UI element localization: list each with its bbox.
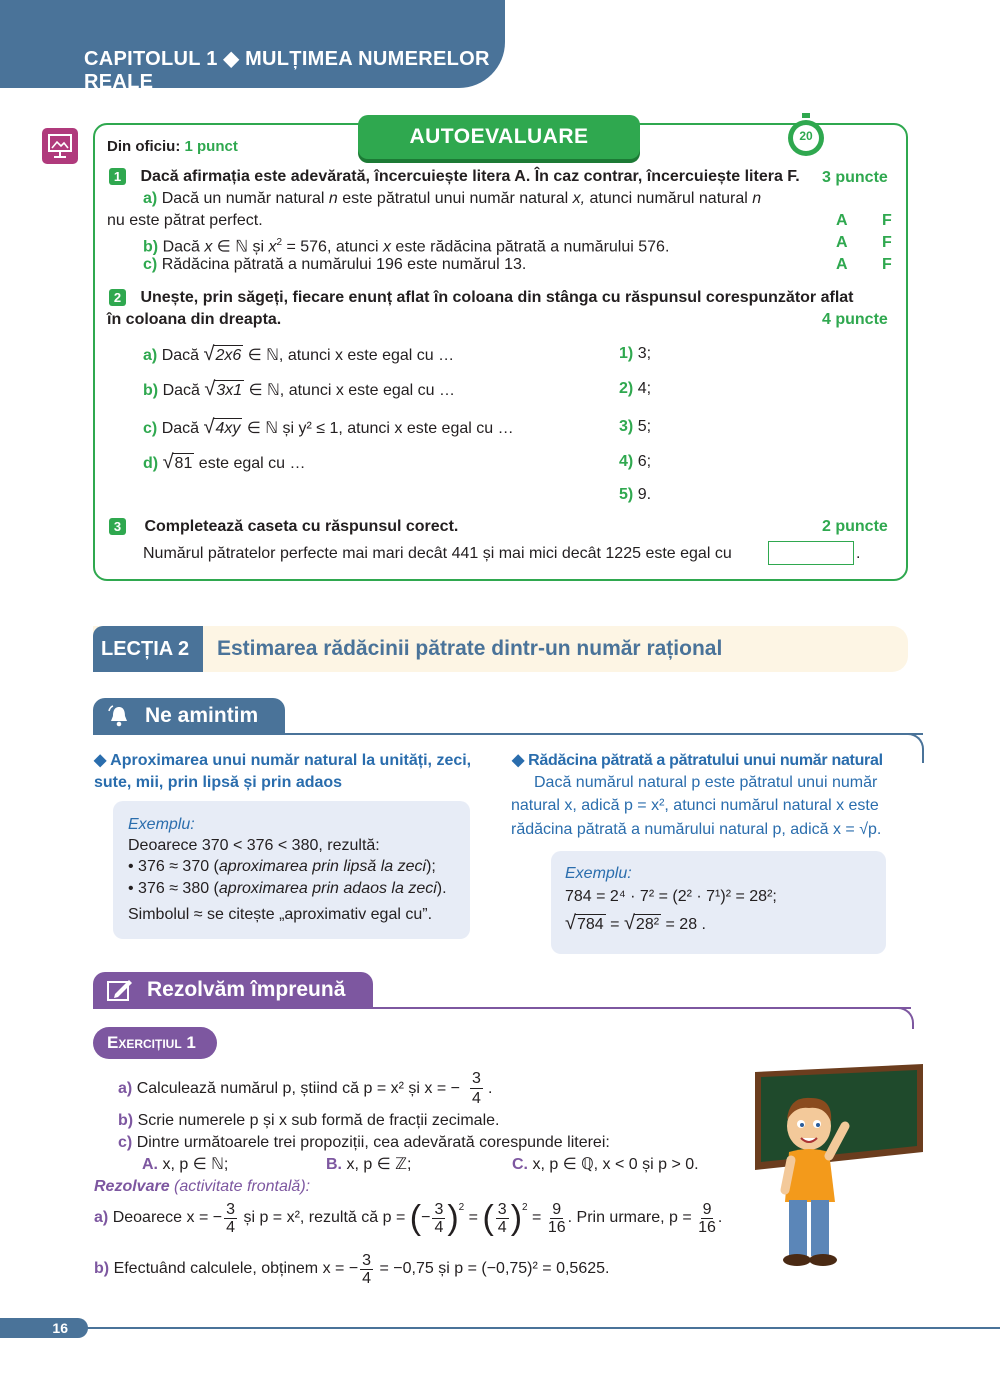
answer-label: 2): [619, 380, 634, 397]
q3-end: .: [856, 545, 861, 562]
ex-b-text: Scrie numerele p și x sub formă de fracții zecimale.: [137, 1112, 500, 1129]
ex-b-label: b): [118, 1112, 134, 1129]
q2-a-label: a): [143, 347, 158, 364]
q2-item-a[interactable]: a) Dacă √2x6 ∈ ℕ, atunci x este egal cu …: [143, 343, 455, 365]
q1-a-x: x,: [572, 190, 586, 207]
recall-left-heading-2: sute, mii, prin lipsă și prin adaos: [94, 774, 343, 791]
ex-c-text: Dintre următoarele trei propoziții, cea adevărată corespunde literei:: [136, 1134, 610, 1151]
ex-c-label: c): [118, 1134, 133, 1151]
q1-a-line2: nu este pătrat perfect.: [107, 212, 263, 229]
ex-c: [118, 1133, 610, 1153]
official-point: [107, 137, 238, 157]
q1-a-label: a): [143, 190, 158, 207]
exp: 2: [522, 1202, 528, 1213]
q2-a-pre: Dacă: [161, 347, 200, 364]
q1-b-t2: ∈ ℕ și: [212, 238, 269, 256]
q1-b-x3: x: [382, 238, 391, 256]
q2-item-d[interactable]: d) √81 este egal cu …: [143, 451, 306, 473]
pencil-board-icon: [107, 978, 133, 1007]
answer-label: 4): [619, 453, 634, 470]
right-example-title: Exemplu:: [565, 865, 632, 882]
q1-c-label: c): [143, 256, 158, 273]
ex-a-text: Calculează numărul p, știind că p = x² și x = −: [136, 1080, 460, 1097]
lesson-tag: [93, 626, 203, 672]
left-example-line4: Simbolul ≈ se citește „aproximativ egal cu”.: [128, 906, 433, 923]
boy-blackboard-illustration: [745, 1060, 925, 1270]
q1-a-text2: este pătratul unui număr natural: [337, 190, 573, 207]
l2a: • 376 ≈ 370 (: [128, 858, 219, 875]
q2-a-post: ∈ ℕ, atunci x este egal cu …: [247, 347, 455, 364]
q1-a-text1: Dacă un număr natural: [161, 190, 329, 207]
q2-item-c[interactable]: c) Dacă √4xy ∈ ℕ și y² ≤ 1, atunci x este egal cu …: [143, 416, 514, 438]
q1-b-t4: este rădăcina pătrată a numărului 576.: [390, 238, 670, 256]
sol-a-t2: și p = x², rezultă că p =: [243, 1209, 406, 1226]
q2-heading: [109, 288, 854, 308]
solution-heading: [94, 1177, 310, 1197]
option-A[interactable]: [142, 1155, 228, 1175]
q2-answer-3[interactable]: [619, 417, 651, 437]
lesson-tag-label: LECȚIA 2: [101, 638, 190, 660]
answer-value: 5;: [637, 418, 652, 435]
q1-points: 3 puncte: [822, 169, 888, 186]
fn: 9: [552, 1200, 562, 1218]
fd: 16: [698, 1218, 716, 1236]
fd: 16: [547, 1218, 566, 1236]
exercise-tag-label: Exercițiul 1: [107, 1033, 196, 1052]
q1-c-choice-F[interactable]: F: [882, 256, 892, 273]
timer-minutes: 20: [799, 129, 813, 143]
answer-value: 4;: [637, 380, 652, 397]
q1-a-n: n: [328, 190, 338, 207]
rad-784: 784: [576, 916, 604, 933]
q1-a-n2: n: [752, 190, 762, 207]
q1-b-t3: = 576, atunci: [282, 238, 383, 256]
q3-points: 2 puncte: [822, 518, 888, 535]
fd: 4: [434, 1218, 444, 1236]
right-example-line1: 784 = 2⁴ · 7² = (2² · 7¹)² = 28²;: [565, 888, 777, 905]
recall-tab: [93, 698, 285, 734]
sol-b-t2: = −0,75 și p = (−0,75)² = 0,5625.: [379, 1260, 610, 1277]
q3-sentence: Numărul pătratelor perfecte mai mari decât 441 și mai mici decât 1225 este egal cu: [143, 545, 732, 562]
eq-28: = 28 .: [665, 916, 706, 933]
page-number: 16: [52, 1320, 68, 1336]
q2-c-label: c): [143, 420, 158, 437]
solution-b: [94, 1249, 609, 1289]
left-example-line3: [128, 879, 447, 899]
answer-label: 3): [619, 418, 634, 435]
left-example-line2: [128, 857, 436, 877]
q1-c-choice-A[interactable]: A: [836, 256, 848, 273]
fn: 9: [702, 1200, 712, 1218]
answer-label: 1): [619, 345, 634, 362]
answer-value: 3;: [637, 345, 652, 362]
l3c: ).: [436, 880, 447, 897]
answer-value: 6;: [637, 453, 652, 470]
q1-heading: [109, 167, 800, 187]
frac-num: 3: [472, 1070, 481, 1087]
fd: 4: [497, 1218, 507, 1236]
q2-d-post: este egal cu …: [198, 455, 306, 472]
l3b: aproximarea prin adaos la zeci: [218, 880, 437, 897]
sol-a-t1: Deoarece x = −: [112, 1209, 223, 1226]
q3-number: 3: [109, 518, 126, 535]
q2-text2: în coloana din dreapta.: [107, 311, 282, 328]
bell-icon: [107, 705, 131, 732]
stopwatch-icon: [786, 113, 826, 159]
solve-together-tab: [93, 972, 373, 1008]
l2b: aproximarea prin lipsă la zeci: [218, 858, 427, 875]
official-points: 1 punct: [184, 138, 238, 155]
opt-b-label: B.: [326, 1156, 342, 1173]
q1-b-x2: x: [268, 238, 277, 256]
q2-a-radicand: 2x6: [215, 347, 242, 364]
q1-b: [143, 233, 669, 257]
left-example-line1: Deoarece 370 < 376 < 380, rezultă:: [128, 837, 380, 854]
sol-a-t3: . Prin urmare, p =: [567, 1209, 692, 1226]
fd: 4: [226, 1218, 235, 1236]
solution-a: a) Deoarece x = − $\frac{3}{4}$ și p = x², rezultă că p = ( − $\frac{3}{4}$ ) $^2$ = ( $\frac{3}{4}$ ) $^2$ = $\frac{9}{16}$ . Prin urmare, p = $\frac{9}{16}$ .: [94, 1199, 723, 1237]
rad-28sq: 28²: [635, 916, 660, 933]
recall-right-heading: ◆ Rădăcina pătrată a pătratului unui număr natural: [512, 752, 883, 769]
left-example-title: Exemplu:: [128, 816, 195, 833]
recall-divider: [93, 733, 923, 735]
q1-b-label: b): [143, 238, 159, 256]
opt-b-text: x, p ∈ ℤ;: [346, 1156, 412, 1173]
q3-answer-box[interactable]: [768, 541, 854, 565]
q1-c: [143, 255, 526, 275]
self-assessment-tab: [358, 115, 640, 159]
l3a: • 376 ≈ 380 (: [128, 880, 219, 897]
solve-divider-curve: [896, 1007, 914, 1029]
q1-text: Dacă afirmația este adevărată, încercuiește litera A. În caz contrar, încercuiește litera F.: [140, 168, 800, 185]
sol-b-t1: Efectuând calculele, obținem x = −: [113, 1260, 359, 1277]
q2-item-b[interactable]: b) Dacă √3x1 ∈ ℕ, atunci x este egal cu …: [143, 378, 456, 400]
solution-title: Rezolvare: [94, 1178, 170, 1195]
option-B[interactable]: [326, 1155, 411, 1175]
page-number-tab: [0, 1318, 88, 1338]
q2-d-label: d): [143, 455, 159, 472]
solve-divider: [93, 1007, 911, 1009]
fd: 4: [362, 1269, 372, 1287]
q2-c-post: ∈ ℕ și y² ≤ 1, atunci x este egal cu …: [246, 420, 514, 437]
recall-left-heading-1: ◆ Aproximarea unui număr natural la unități, zeci,: [94, 752, 472, 769]
recall-right-line2: natural x, adică p = x², atunci numărul natural x este: [511, 797, 879, 814]
q2-b-post: ∈ ℕ, atunci x este egal cu …: [248, 382, 456, 399]
q1-number: 1: [109, 168, 126, 185]
fn: 3: [362, 1251, 372, 1269]
fn: 3: [434, 1200, 444, 1218]
q2-b-radicand: 3x1: [216, 382, 243, 399]
official-label: Din oficiu:: [107, 138, 181, 155]
self-assessment-title: AUTOEVALUARE: [409, 125, 589, 148]
eq: =: [610, 916, 620, 933]
answer-label: 5): [619, 486, 634, 503]
q2-b-pre: Dacă: [162, 382, 200, 399]
ex-a: [118, 1079, 460, 1099]
opt-a-label: A.: [142, 1156, 158, 1173]
recall-title: Ne amintim: [145, 704, 259, 727]
option-C[interactable]: [512, 1155, 699, 1175]
q1-b-x: x: [204, 238, 213, 256]
q2-answer-2[interactable]: [619, 379, 651, 399]
q2-answer-4[interactable]: [619, 452, 651, 472]
answer-value: 9.: [637, 486, 652, 503]
q1-a-choice-A[interactable]: A: [836, 212, 848, 229]
recall-right-line3: rădăcina pătrată a numărului natural p, adică x = √p.: [511, 821, 882, 838]
frac-den: 4: [472, 1090, 481, 1107]
ex-a-label: a): [118, 1080, 133, 1097]
opt-c-text: x, p ∈ ℚ, x < 0 și p > 0.: [532, 1156, 699, 1173]
sol-b-label: b): [94, 1260, 110, 1277]
recall-right-line1: Dacă numărul natural p este pătratul unui număr: [534, 774, 878, 791]
exp: 2: [458, 1202, 465, 1213]
q1-b-choice-F[interactable]: F: [882, 234, 892, 251]
q1-a-choice-F[interactable]: F: [882, 212, 892, 229]
l2c: );: [426, 858, 436, 875]
q2-points: 4 puncte: [822, 311, 888, 328]
q1-a: [143, 189, 761, 209]
q1-b-t1: Dacă: [162, 238, 205, 256]
presentation-icon: [42, 128, 78, 164]
q2-answer-1[interactable]: [619, 344, 651, 364]
chapter-header: [0, 0, 505, 93]
q1-a-text3: atunci numărul natural: [585, 190, 753, 207]
q2-c-pre: Dacă: [161, 420, 200, 437]
chapter-title: CAPITOLUL 1 ◆ MULȚIMEA NUMERELOR REALE: [84, 48, 490, 93]
q2-answer-5[interactable]: [619, 485, 651, 505]
sol-a-label: a): [94, 1209, 109, 1226]
q2-c-radicand: 4xy: [215, 420, 241, 437]
solve-together-title: Rezolvăm împreună: [147, 978, 346, 1001]
q1-c-text: Rădăcina pătrată a numărului 196 este numărul 13.: [161, 256, 527, 273]
fn: 3: [497, 1200, 507, 1218]
q2-d-radicand: 81: [174, 455, 193, 472]
ex-b: [118, 1111, 499, 1131]
q1-b-exp: 2: [276, 237, 283, 248]
q3-text: Completează caseta cu răspunsul corect.: [144, 518, 459, 535]
q2-number: 2: [109, 289, 126, 306]
recall-divider-curve: [908, 733, 924, 763]
opt-a-text: x, p ∈ ℕ;: [162, 1156, 229, 1173]
footer-line: [0, 1327, 1000, 1329]
solution-note: (activitate frontală):: [174, 1178, 311, 1195]
ex-a-fraction: [470, 1069, 483, 1108]
q1-b-choice-A[interactable]: A: [836, 234, 848, 251]
q2-text1: Unește, prin săgeți, fiecare enunț aflat în coloana din stânga cu răspunsul corespunzător aflat: [140, 289, 854, 306]
opt-c-label: C.: [512, 1156, 528, 1173]
fn: 3: [226, 1200, 235, 1218]
q3-heading: [109, 517, 458, 537]
exercise-tag: [93, 1027, 217, 1059]
q2-b-label: b): [143, 382, 159, 399]
right-example-line2: √784 = √28² = 28 .: [565, 912, 706, 934]
lesson-title: Estimarea rădăcinii pătrate dintr-un număr rațional: [217, 637, 723, 660]
